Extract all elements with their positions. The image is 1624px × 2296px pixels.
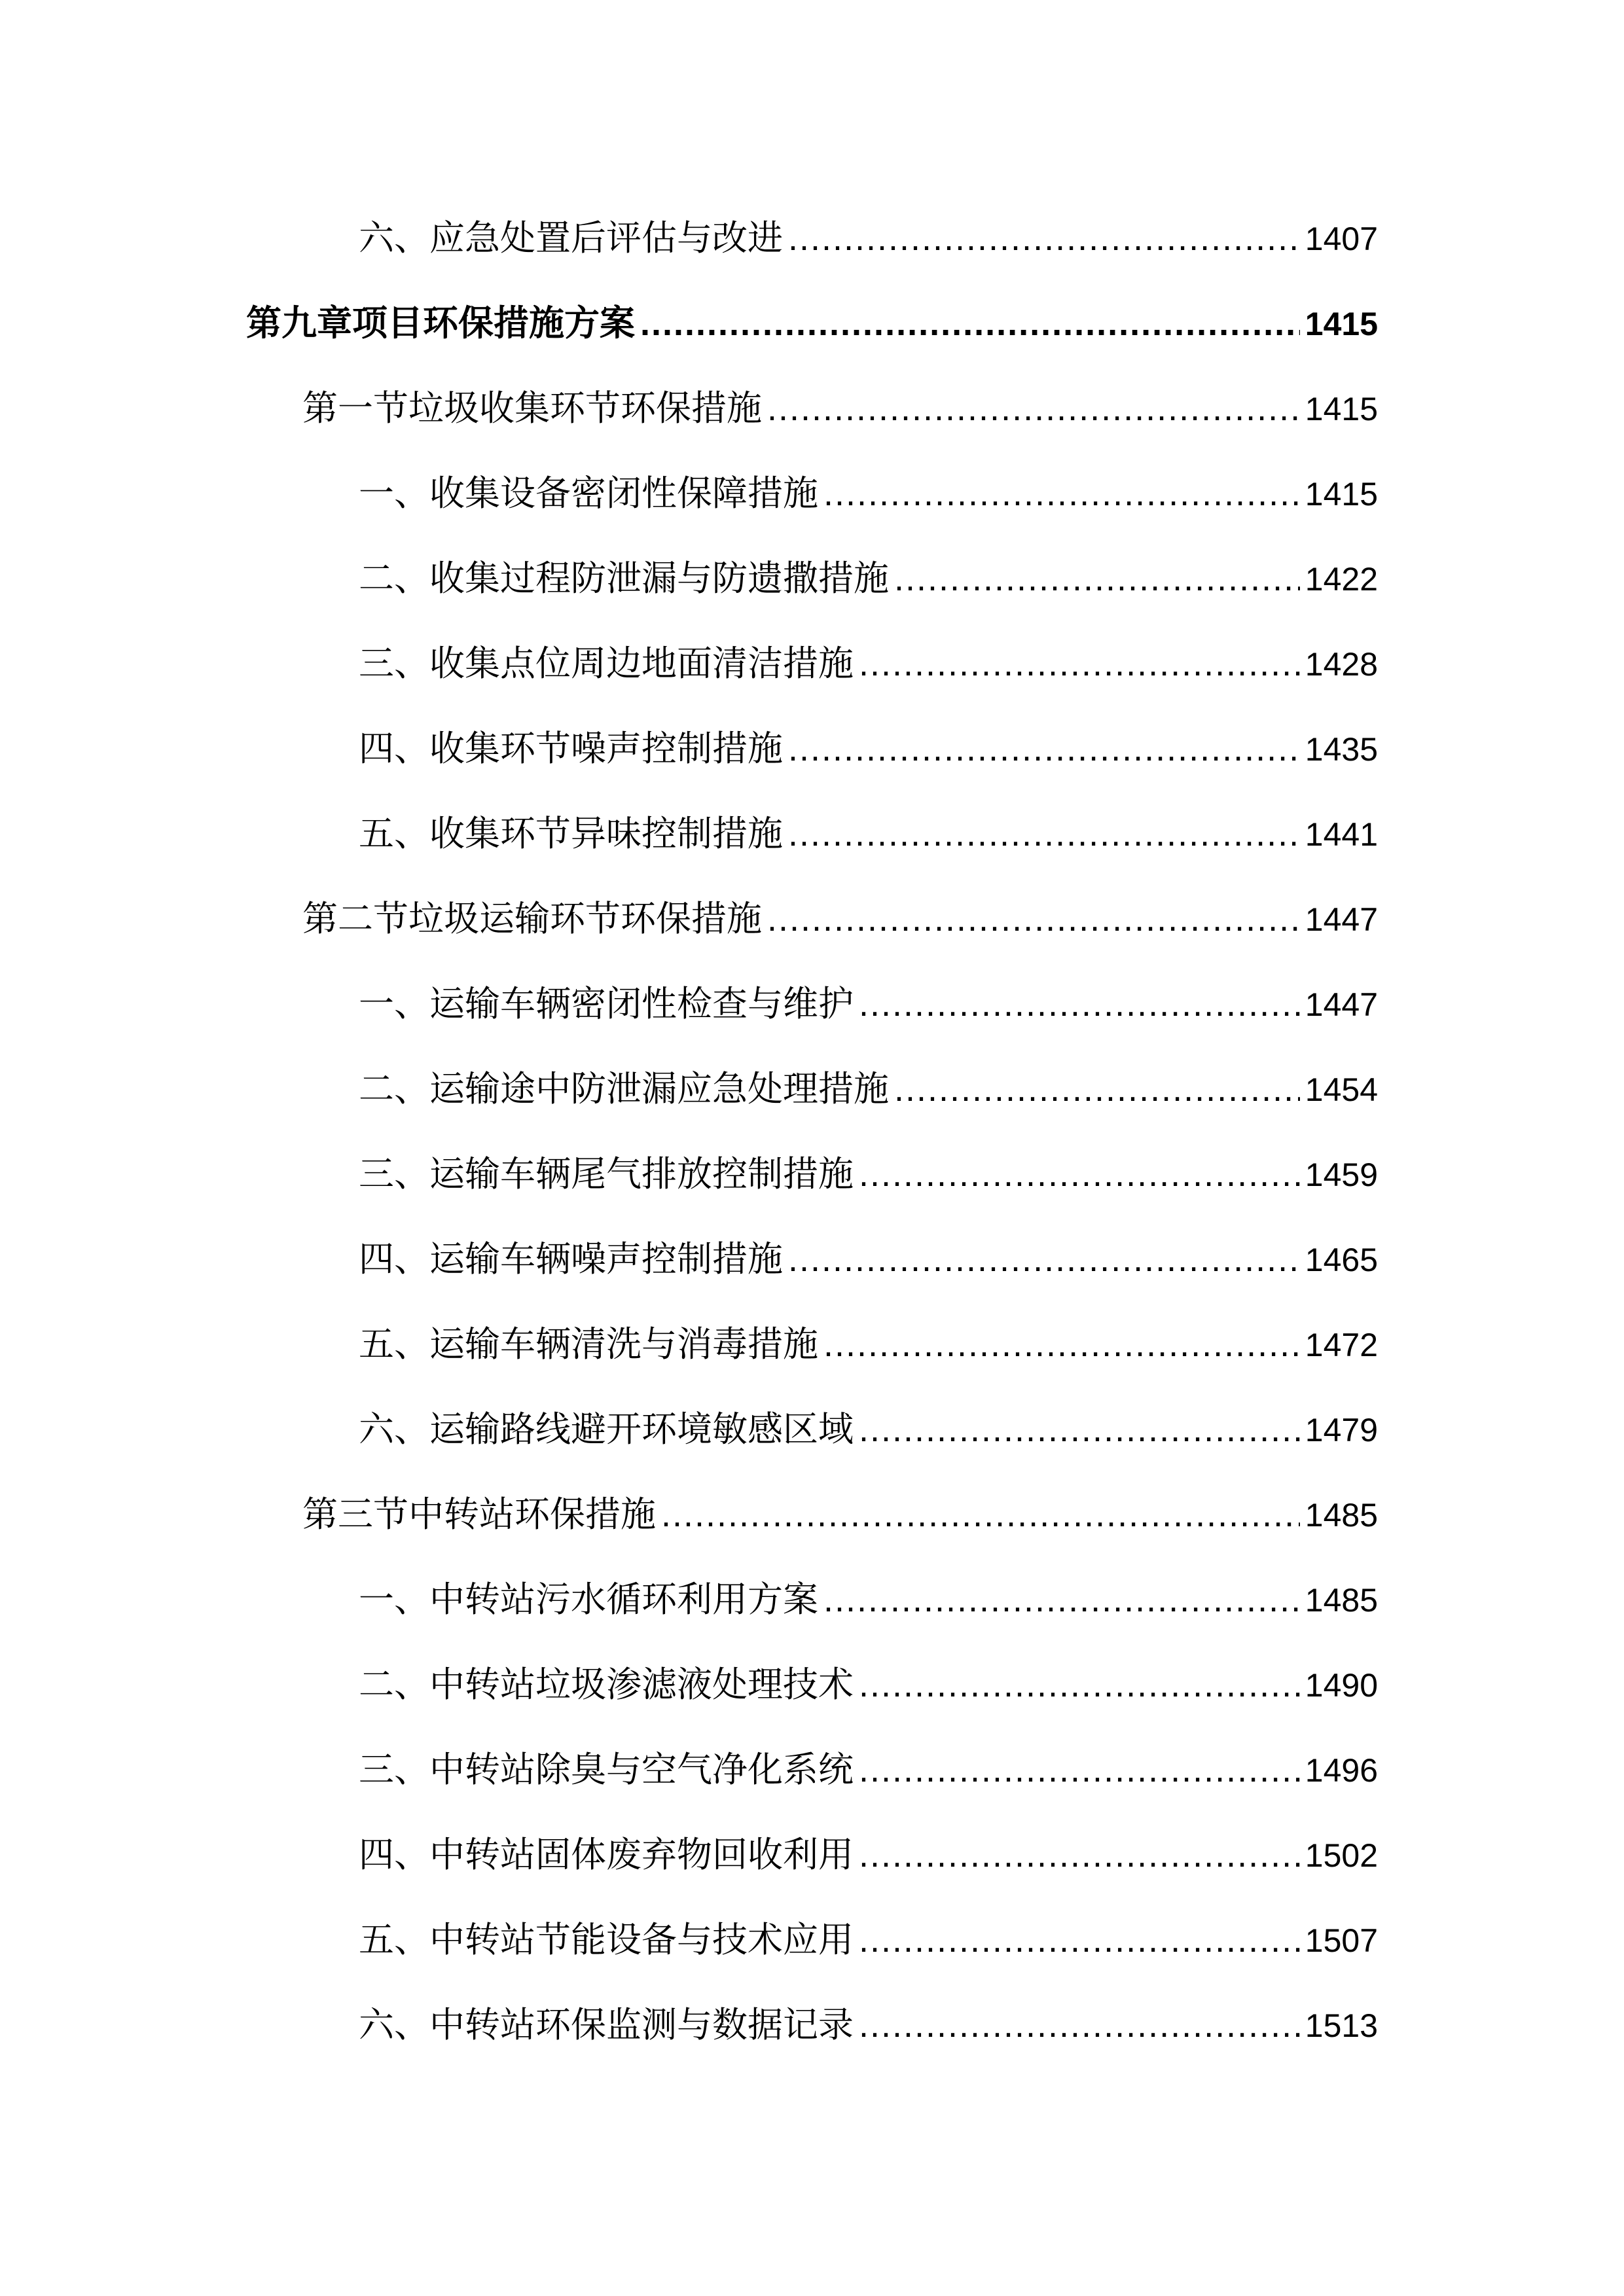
toc-entry-page: 1507 (1305, 1922, 1378, 1959)
toc-dot-leader (859, 1914, 1300, 1966)
toc-entry-title: 一、收集设备密闭性保障措施 (359, 473, 818, 514)
toc-dot-leader (894, 1063, 1300, 1115)
toc-entry[interactable] (359, 1403, 1378, 1456)
toc-entry[interactable] (359, 1573, 1378, 1626)
toc-entry[interactable] (359, 723, 1378, 775)
toc-entry-title: 六、运输路线避开环境敏感区域 (359, 1408, 854, 1450)
toc-dot-leader (859, 1148, 1300, 1200)
toc-dot-leader (859, 978, 1300, 1030)
toc-entry-title: 五、中转站节能设备与技术应用 (359, 1919, 854, 1960)
toc-entry-page: 1513 (1305, 2007, 1378, 2044)
toc-entry[interactable] (359, 808, 1378, 860)
toc-dot-leader (788, 723, 1300, 775)
toc-entry-title: 四、运输车辆噪声控制措施 (359, 1238, 783, 1280)
toc-entry-page: 1465 (1305, 1242, 1378, 1278)
toc-entry-page: 1459 (1305, 1157, 1378, 1193)
toc-entry-title: 二、中转站垃圾渗滤液处理技术 (359, 1664, 854, 1705)
toc-entry[interactable] (359, 637, 1378, 690)
toc-entry-title: 三、中转站除臭与空气净化系统 (359, 1749, 854, 1790)
toc-dot-leader (788, 808, 1300, 860)
toc-entry[interactable] (359, 1914, 1378, 1966)
toc-entry[interactable] (359, 552, 1378, 605)
toc-entry[interactable] (359, 212, 1378, 264)
toc-entry-page: 1441 (1305, 816, 1378, 853)
toc-dot-leader (823, 1573, 1300, 1626)
toc-dot-leader (859, 637, 1300, 690)
toc-entry-title: 四、中转站固体废弃物回收利用 (359, 1834, 854, 1875)
toc-entry-page: 1485 (1305, 1497, 1378, 1534)
toc-entry-page: 1447 (1305, 986, 1378, 1023)
toc-entry-page: 1502 (1305, 1837, 1378, 1874)
toc-dot-leader (859, 1999, 1300, 2051)
toc-dot-leader (767, 382, 1300, 435)
toc-entry-page: 1447 (1305, 901, 1378, 938)
toc-entry[interactable] (359, 1063, 1378, 1115)
toc-entry-title: 六、应急处置后评估与改进 (359, 217, 783, 259)
toc-entry-title: 四、收集环节噪声控制措施 (359, 728, 783, 769)
toc-dot-leader (767, 893, 1300, 945)
toc-entry-title: 二、收集过程防泄漏与防遗撒措施 (359, 558, 889, 599)
toc-entry-page: 1454 (1305, 1071, 1378, 1108)
toc-section-entry[interactable] (302, 1488, 1378, 1541)
toc-chapter-entry[interactable] (246, 297, 1378, 350)
toc-entry-title: 二、运输途中防泄漏应急处理措施 (359, 1068, 889, 1109)
toc-entry-page: 1428 (1305, 646, 1378, 683)
toc-entry-title: 第一节垃圾收集环节环保措施 (302, 387, 762, 429)
toc-dot-leader (788, 212, 1300, 264)
toc-entry[interactable] (359, 1148, 1378, 1200)
toc-entry-title: 一、运输车辆密闭性检查与维护 (359, 983, 854, 1024)
toc-entry[interactable] (359, 1233, 1378, 1285)
toc-dot-leader (859, 1659, 1300, 1711)
toc-entry-page: 1415 (1305, 476, 1378, 512)
toc-entry-title: 五、运输车辆清洗与消毒措施 (359, 1323, 818, 1365)
toc-entry-title: 三、运输车辆尾气排放控制措施 (359, 1153, 854, 1194)
toc-entry[interactable] (359, 1318, 1378, 1371)
toc-entry-title: 第九章项目环保措施方案 (246, 302, 635, 344)
toc-entry-page: 1479 (1305, 1412, 1378, 1448)
toc-dot-leader (859, 1829, 1300, 1881)
toc-entry[interactable] (359, 1829, 1378, 1881)
toc-entry-title: 五、收集环节异味控制措施 (359, 813, 783, 854)
toc-section-entry[interactable] (302, 893, 1378, 945)
toc-dot-leader (859, 1744, 1300, 1796)
toc-dot-leader (788, 1233, 1300, 1285)
toc-entry[interactable] (359, 1659, 1378, 1711)
toc-entry[interactable] (359, 1744, 1378, 1796)
toc-entry-title: 三、收集点位周边地面清洁措施 (359, 643, 854, 684)
toc-entry-page: 1422 (1305, 561, 1378, 598)
toc-entry[interactable] (359, 467, 1378, 520)
toc-entry-page: 1407 (1305, 221, 1378, 257)
toc-entry-page: 1415 (1305, 391, 1378, 427)
toc-entry-page: 1415 (1305, 306, 1378, 342)
toc-entry-page: 1485 (1305, 1582, 1378, 1619)
toc-entry-page: 1435 (1305, 731, 1378, 768)
toc-entry-title: 第三节中转站环保措施 (302, 1494, 656, 1535)
toc-entry-page: 1472 (1305, 1327, 1378, 1363)
toc-dot-leader (823, 467, 1300, 520)
toc-dot-leader (661, 1488, 1300, 1541)
toc-section-entry[interactable] (302, 382, 1378, 435)
toc-entry-title: 六、中转站环保监测与数据记录 (359, 2004, 854, 2045)
toc-entry-page: 1496 (1305, 1752, 1378, 1789)
toc-dot-leader (640, 297, 1300, 350)
toc-entry[interactable] (359, 1999, 1378, 2051)
toc-dot-leader (894, 552, 1300, 605)
toc-dot-leader (859, 1403, 1300, 1456)
toc-entry-page: 1490 (1305, 1667, 1378, 1704)
toc-entry[interactable] (359, 978, 1378, 1030)
toc-entry-title: 一、中转站污水循环利用方案 (359, 1579, 818, 1620)
toc-entry-title: 第二节垃圾运输环节环保措施 (302, 898, 762, 939)
toc-dot-leader (823, 1318, 1300, 1371)
